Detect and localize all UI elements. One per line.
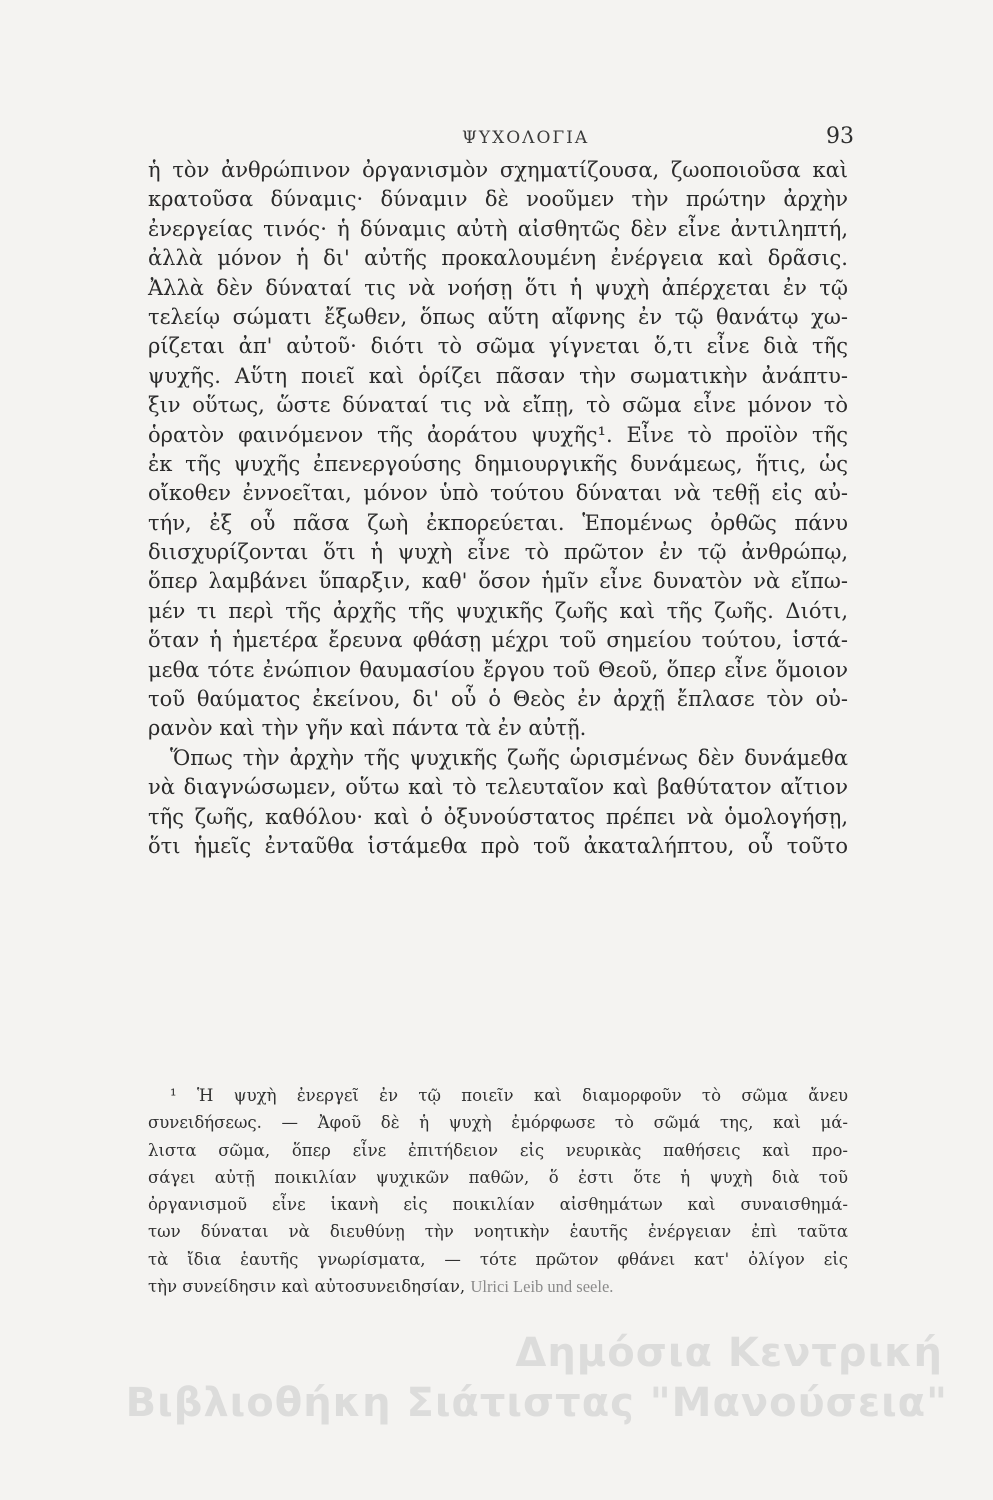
body-line: Ἀλλὰ δὲν δύναταί τις νὰ νοήσῃ ὅτι ἡ ψυχὴ ἀπέρχεται ἐν τῷ (148, 275, 848, 300)
body-line: ἀλλὰ μόνον ἡ δι' αὐτῆς προκαλουμένη ἐνέργεια καὶ δρᾶσις. (148, 246, 848, 271)
body-line: τήν, ἐξ οὗ πᾶσα ζωὴ ἐκπορεύεται. Ἑπομένως ὀρθῶς πάνυ (148, 510, 848, 535)
body-line: ὅπερ λαμβάνει ὕπαρξιν, καθ' ὅσον ἡμῖν εἶνε δυνατὸν νὰ εἴπω- (148, 569, 848, 594)
body-line: τελείῳ σώματι ἔξωθεν, ὅπως αὕτη αἴφνης ἐν τῷ θανάτῳ χω- (148, 304, 848, 329)
body-line: ἐκ τῆς ψυχῆς ἐπενεργούσης δημιουργικῆς δυνάμεως, ἥτις, ὡς (148, 451, 848, 476)
body-line: ἐνεργείας τινός· ἡ δύναμις αὐτὴ αἰσθητῶς δὲν εἶνε ἀντιληπτή, (148, 216, 848, 241)
footnote-latin-citation: Ulrici Leib und seele. (470, 1277, 614, 1297)
footnote-line: ¹ Ἡ ψυχὴ ἐνεργεῖ ἐν τῷ ποιεῖν καὶ διαμορφοῦν τὸ σῶμα ἄνευ (170, 1086, 848, 1105)
footnotes (148, 1082, 848, 1300)
body-line: ὁρατὸν φαινόμενον τῆς ἀοράτου ψυχῆς¹. Εἶνε τὸ προϊὸν τῆς (148, 422, 848, 447)
body-line: τοῦ θαύματος ἐκείνου, δι' οὗ ὁ Θεὸς ἐν ἀρχῇ ἔπλασε τὸν οὐ- (148, 687, 848, 712)
footnote-line: τὰ ἴδια ἑαυτῆς γνωρίσματα, — τότε πρῶτον φθάνει κατ' ὀλίγον εἰς (148, 1249, 848, 1269)
body-line: νὰ διαγνώσωμεν, οὕτω καὶ τὸ τελευταῖον καὶ βαθύτατον αἴτιον (148, 775, 848, 800)
body-line: ρίζεται ἀπ' αὐτοῦ· διότι τὸ σῶμα γίγνεται ὅ,τι εἶνε διὰ τῆς (148, 334, 848, 359)
body-line: ξιν οὕτως, ὥστε δύναταί τις νὰ εἴπῃ, τὸ σῶμα εἶνε μόνον τὸ (148, 393, 848, 418)
body-line: διισχυρίζονται ὅτι ἡ ψυχὴ εἶνε τὸ πρῶτον ἐν τῷ ἀνθρώπῳ, (148, 540, 848, 565)
body-line: μέν τι περὶ τῆς ἀρχῆς τῆς ψυχικῆς ζωῆς καὶ τῆς ζωῆς. Διότι, (148, 598, 848, 623)
footnote-last-line (148, 1273, 848, 1300)
body-line: ρανὸν καὶ τὴν γῆν καὶ πάντα τὰ ἐν αὐτῇ. (148, 716, 587, 741)
body-line: Ὅπως τὴν ἀρχὴν τῆς ψυχικῆς ζωῆς ὡρισμένως δὲν δυνάμεθα (170, 745, 848, 770)
body-line: οἴκοθεν ἐννοεῖται, μόνον ὑπὸ τούτου δύναται νὰ τεθῇ εἰς αὐ- (148, 481, 848, 506)
page-number: 93 (826, 124, 854, 149)
body-line: ἡ τὸν ἀνθρώπινον ὀργανισμὸν σχηματίζουσα, ζωοποιοῦσα καὶ (148, 158, 848, 182)
watermark-line-1: Δημόσια Κεντρική (515, 1330, 943, 1376)
footnote-line: λιστα σῶμα, ὅπερ εἶνε ἐπιτήδειον εἰς νευρικὰς παθήσεις καὶ προ- (148, 1140, 848, 1160)
running-head (0, 120, 993, 150)
body-line: ὅτι ἡμεῖς ἐνταῦθα ἱστάμεθα πρὸ τοῦ ἀκαταλήπτου, οὗ τοῦτο (148, 833, 848, 858)
footnote-line: ὀργανισμοῦ εἶνε ἱκανὴ εἰς ποικιλίαν αἰσθημάτων καὶ συναισθημά- (148, 1195, 848, 1215)
body-line: ψυχῆς. Αὕτη ποιεῖ καὶ ὁρίζει πᾶσαν τὴν σωματικὴν ἀνάπτυ- (148, 363, 848, 388)
body-line: κρατοῦσα δύναμις· δύναμιν δὲ νοοῦμεν τὴν πρώτην ἀρχὴν (148, 187, 848, 212)
body-line: τῆς ζωῆς, καθόλου· καὶ ὁ ὀξυνούστατος πρέπει νὰ ὁμολογήσῃ, (148, 804, 848, 829)
body-text (148, 156, 848, 861)
body-line: μεθα τότε ἐνώπιον θαυμασίου ἔργου τοῦ Θεοῦ, ὅπερ εἶνε ὅμοιον (148, 657, 848, 682)
footnote-greek-text: τὴν συνείδησιν καὶ αὐτοσυνειδησίαν, (148, 1277, 466, 1297)
running-title: ΨΥΧΟΛΟΓΙΑ (462, 128, 590, 148)
footnote-line: των δύναται νὰ διευθύνῃ τὴν νοητικὴν ἑαυτῆς ἐνέργειαν ἐπὶ ταῦτα (148, 1222, 848, 1242)
footnote-line: σάγει αὐτῇ ποικιλίαν ψυχικῶν παθῶν, ὅ ἐστι ὅτε ἡ ψυχὴ διὰ τοῦ (148, 1167, 848, 1187)
body-line: ὅταν ἡ ἡμετέρα ἔρευνα φθάσῃ μέχρι τοῦ σημείου τούτου, ἱστά- (148, 628, 848, 653)
footnote-line: συνειδήσεως. — Ἀφοῦ δὲ ἡ ψυχὴ ἐμόρφωσε τὸ σῶμά της, καὶ μά- (148, 1113, 848, 1133)
watermark-line-2: Βιβλιοθήκη Σιάτιστας "Μανούσεια" (125, 1380, 948, 1426)
